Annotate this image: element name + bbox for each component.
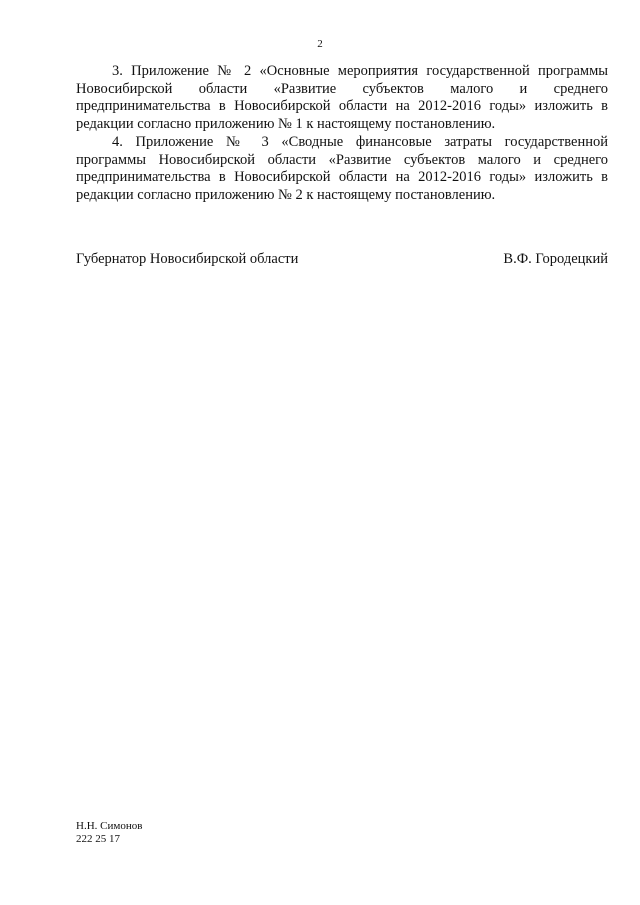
paragraph-item-3: 3. Приложение № 2 «Основные мероприятия государственной программы Новосибирской области «Развитие субъектов малого и среднего предпринимательства в Новосибирской области на 2012-2016 годы» изложить в редакции согласно приложению № 1 к настоящему постановлению. (76, 63, 608, 133)
signatory-name: В.Ф. Городецкий (503, 251, 608, 267)
document-body (76, 63, 608, 205)
executor-name: Н.Н. Симонов (76, 820, 143, 832)
paragraph-item-4: 4. Приложение № 3 «Сводные финансовые затраты государственной программы Новосибирской области «Развитие субъектов малого и среднего предпринимательства в Новосибирской области на 2012-2016 годы» изложить в редакции согласно приложению № 2 к настоящему постановлению. (76, 133, 608, 203)
signature-block (76, 251, 608, 269)
executor-phone: 222 25 17 (76, 832, 120, 845)
page-number: 2 (317, 38, 323, 50)
executor-info (76, 820, 142, 845)
signatory-position: Губернатор Новосибирской области (76, 251, 299, 267)
